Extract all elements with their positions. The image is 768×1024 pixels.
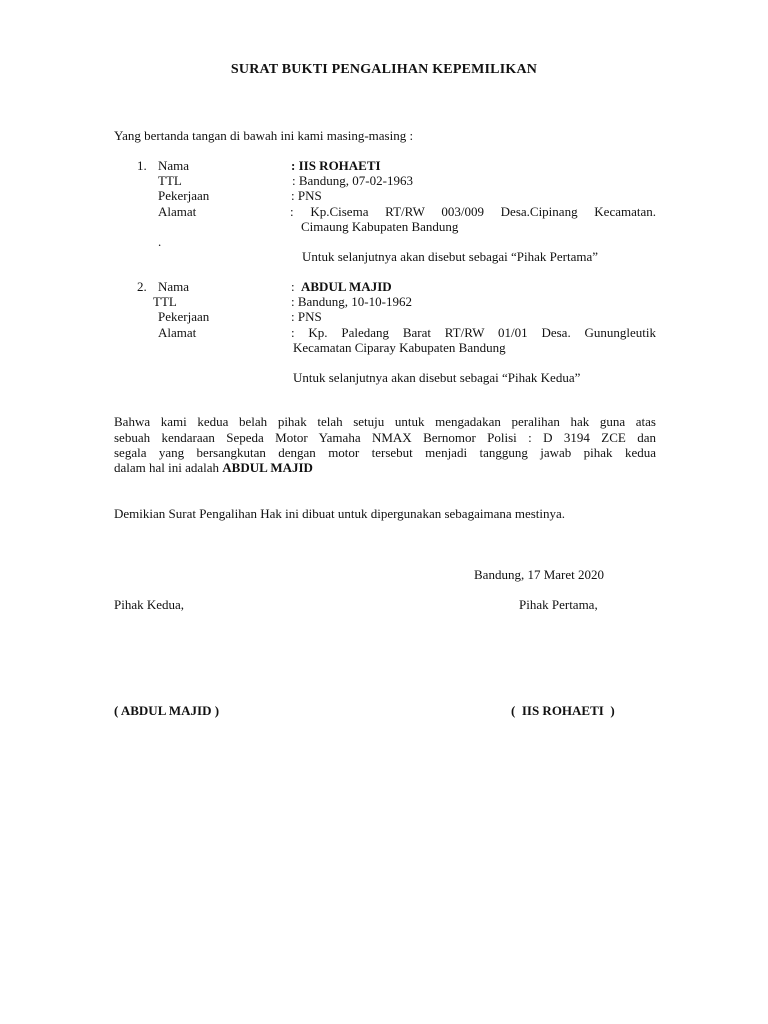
first-party-address-line2: Cimaung Kabupaten Bandung <box>301 219 459 234</box>
second-party-address-label: Alamat <box>158 325 197 340</box>
second-party-designation: Untuk selanjutnya akan disebut sebagai “Pihak Kedua” <box>293 370 581 385</box>
closing-statement: Demikian Surat Pengalihan Hak ini dibuat untuk dipergunakan sebagaimana mestinya. <box>114 506 566 521</box>
first-party-number: 1. <box>137 158 147 173</box>
second-party-number: 2. <box>137 279 147 294</box>
agreement-line-2: sebuah kendaraan Sepeda Motor Yamaha NMAX Bernomor Polisi : D 3194 ZCE dan <box>114 430 656 445</box>
second-party-name-colon: : <box>291 279 295 294</box>
first-party-address-line1: : Kp.Cisema RT/RW 003/009 Desa.Cipinang Kecamatan. <box>290 204 656 219</box>
intro-text: Yang bertanda tangan di bawah ini kami masing-masing : <box>114 128 414 143</box>
agreement-line-4 <box>114 460 313 476</box>
document-title: SURAT BUKTI PENGALIHAN KEPEMILIKAN <box>230 62 538 77</box>
agreement-line-4-prefix: dalam hal ini adalah <box>114 460 220 475</box>
first-party-address-label: Alamat <box>158 204 197 219</box>
agreement-line-4-name: ABDUL MAJID <box>222 460 313 475</box>
signature-right-label: Pihak Pertama, <box>519 597 598 612</box>
first-party-name-label: Nama <box>158 158 190 173</box>
agreement-line-1: Bahwa kami kedua belah pihak telah setuju untuk mengadakan peralihan hak guna atas <box>114 414 656 429</box>
second-party-job-value: : PNS <box>291 309 322 324</box>
signature-right-name: ( IIS ROHAETI ) <box>511 703 615 718</box>
first-party-name-value: : IIS ROHAETI <box>291 158 381 173</box>
first-party-ttl-label: TTL <box>158 173 182 188</box>
signature-left-name: ( ABDUL MAJID ) <box>114 703 220 718</box>
second-party-name-label: Nama <box>158 279 190 294</box>
agreement-line-3: segala yang bersangkutan dengan motor tersebut menjadi tanggung jawab pihak kedua <box>114 445 656 460</box>
second-party-job-label: Pekerjaan <box>158 309 210 324</box>
first-party-dot: . <box>158 234 162 249</box>
second-party-address-line2: Kecamatan Ciparay Kabupaten Bandung <box>293 340 506 355</box>
signature-left-label: Pihak Kedua, <box>114 597 185 612</box>
second-party-address-line1: : Kp. Paledang Barat RT/RW 01/01 Desa. Gunungleutik <box>291 325 656 340</box>
first-party-ttl-value: : Bandung, 07-02-1963 <box>292 173 413 188</box>
first-party-job-value: : PNS <box>291 188 322 203</box>
first-party-job-label: Pekerjaan <box>158 188 210 203</box>
place-date: Bandung, 17 Maret 2020 <box>474 567 604 582</box>
second-party-name-value: ABDUL MAJID <box>301 279 392 294</box>
second-party-ttl-label: TTL <box>153 294 177 309</box>
second-party-ttl-value: : Bandung, 10-10-1962 <box>291 294 412 309</box>
first-party-designation: Untuk selanjutnya akan disebut sebagai “Pihak Pertama” <box>302 249 599 264</box>
